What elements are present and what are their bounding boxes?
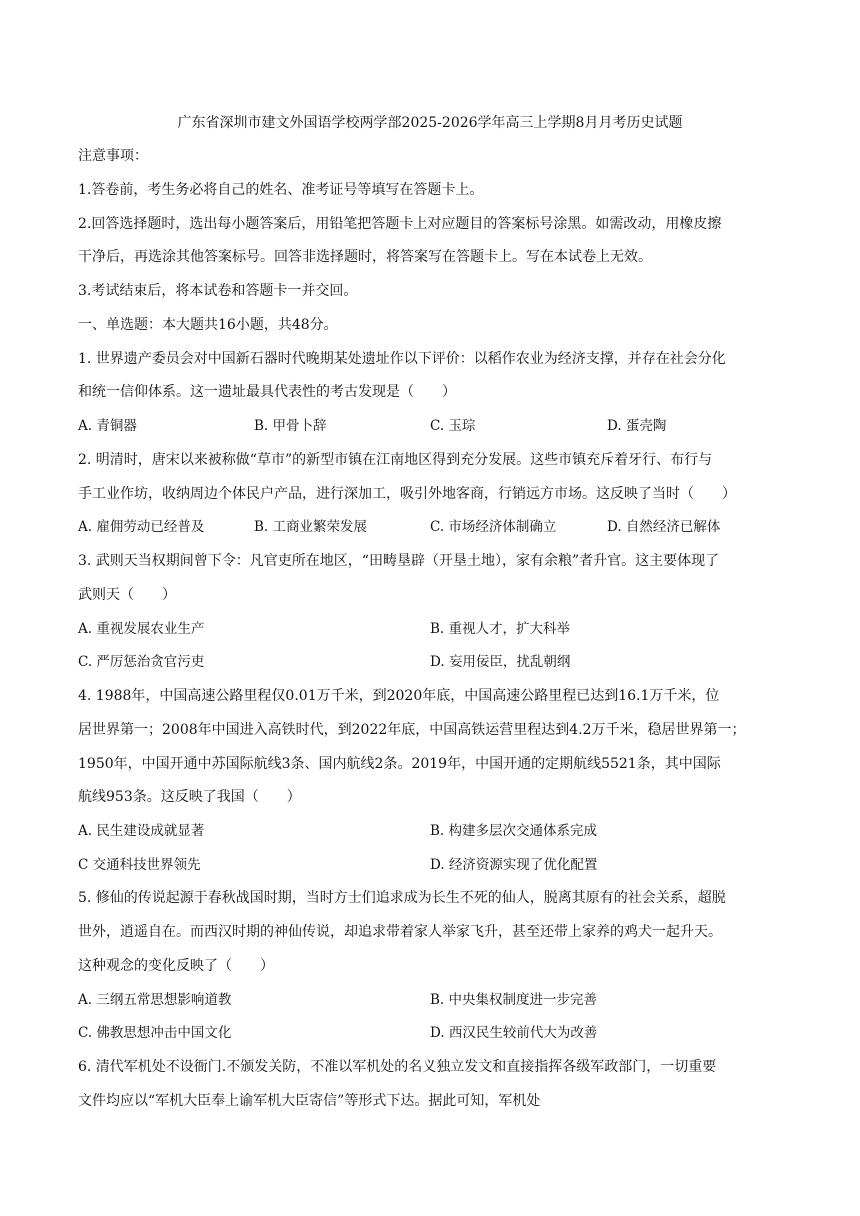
notice-item: 干净后，再选涂其他答案标号。回答非选择题时，将答案写在答题卡上。写在本试卷上无效。 [78, 249, 652, 265]
question-3-option-c[interactable]: C. 严厉惩治贪官污吏 [78, 654, 205, 670]
exam-title: 广东省深圳市建文外国语学校两学部2025-2026学年高三上学期8月月考历史试题 [177, 115, 683, 131]
question-3-option-d[interactable]: D. 妄用佞臣，扰乱朝纲 [430, 654, 571, 670]
question-2-option-c[interactable]: C. 市场经济体制确立 [430, 519, 557, 535]
question-4-option-a[interactable]: A. 民生建设成就显著 [78, 823, 205, 839]
question-4-text: 居世界第一；2008年中国进入高铁时代，到2022年底，中国高铁运营里程达到4.2万千米，稳居世界第一； [78, 722, 746, 738]
question-2-option-b[interactable]: B. 工商业繁荣发展 [254, 519, 368, 535]
section-heading: 一、单选题：本大题共16小题，共48分。 [78, 317, 338, 333]
notice-item: 2.回答选择题时，选出每小题答案后，用铅笔把答题卡上对应题目的答案标号涂黑。如需改动，用橡皮擦 [78, 216, 722, 232]
question-2-option-a[interactable]: A. 雇佣劳动已经普及 [78, 519, 205, 535]
question-4-text: 4. 1988年，中国高速公路里程仅0.01万千米，到2020年底，中国高速公路里程已达到16.1万千米，位 [78, 688, 720, 704]
question-4-text: 1950年，中国开通中苏国际航线3条、国内航线2条。2019年，中国开通的定期航线5521条，其中国际 [78, 756, 721, 772]
question-1-text: 和统一信仰体系。这一遗址最具代表性的考古发现是（ ） [78, 384, 456, 400]
question-3-option-a[interactable]: A. 重视发展农业生产 [78, 621, 205, 637]
question-1-option-b[interactable]: B. 甲骨卜辞 [254, 418, 327, 434]
question-6-text: 6. 清代军机处不设衙门.不颁发关防，不准以军机处的名义独立发文和直接指挥各级军政部门，一切重要 [78, 1059, 717, 1075]
question-3-text: 武则天（ ） [78, 587, 176, 603]
question-5-option-c[interactable]: C. 佛教思想冲击中国文化 [78, 1025, 232, 1041]
question-2-option-d[interactable]: D. 自然经济已解体 [607, 519, 721, 535]
question-1-option-a[interactable]: A. 青铜器 [78, 418, 137, 434]
question-5-option-d[interactable]: D. 西汉民生较前代大为改善 [430, 1025, 598, 1041]
notice-heading: 注意事项： [78, 148, 148, 164]
question-4-option-b[interactable]: B. 构建多层次交通体系完成 [430, 823, 598, 839]
question-4-option-c[interactable]: C 交通科技世界领先 [78, 857, 201, 873]
question-1-option-d[interactable]: D. 蛋壳陶 [607, 418, 667, 434]
question-3-option-b[interactable]: B. 重视人才，扩大科举 [430, 621, 571, 637]
question-3-text: 3. 武则天当权期间曾下令：凡官吏所在地区，“田畴垦辟（开垦土地），家有余粮”者升官。这主要体现了 [78, 553, 720, 569]
question-5-text: 5. 修仙的传说起源于春秋战国时期，当时方士们追求成为长生不死的仙人，脱离其原有的社会关系，超脱 [78, 890, 726, 906]
question-4-option-d[interactable]: D. 经济资源实现了优化配置 [430, 857, 598, 873]
question-2-text: 2. 明清时，唐宋以来被称做“草市”的新型市镇在江南地区得到充分发展。这些市镇充斥着牙行、布行与 [78, 452, 713, 468]
question-5-option-b[interactable]: B. 中央集权制度进一步完善 [430, 992, 598, 1008]
notice-item: 3.考试结束后，将本试卷和答题卡一并交回。 [78, 283, 358, 299]
question-6-text: 文件均应以“军机大臣奉上谕军机大臣寄信”等形式下达。据此可知，军机处 [78, 1093, 541, 1109]
question-5-text: 世外，逍遥自在。而西汉时期的神仙传说，却追求带着家人举家飞升，甚至还带上家养的鸡犬一起升天。 [78, 924, 722, 940]
question-1-text: 1. 世界遗产委员会对中国新石器时代晚期某处遗址作以下评价：以稻作农业为经济支撑，并存在社会分化 [78, 351, 726, 367]
question-5-option-a[interactable]: A. 三纲五常思想影响道教 [78, 992, 232, 1008]
question-5-text: 这种观念的变化反映了（ ） [78, 958, 274, 974]
notice-item: 1.答卷前，考生务必将自己的姓名、准考证号等填写在答题卡上。 [78, 182, 484, 198]
question-4-text: 航线953条。这反映了我国（ ） [78, 789, 301, 805]
question-1-option-c[interactable]: C. 玉琮 [430, 418, 476, 434]
question-2-text: 手工业作坊，收纳周边个体民户产品，进行深加工，吸引外地客商，行销远方市场。这反映了当时（ ） [78, 486, 736, 502]
